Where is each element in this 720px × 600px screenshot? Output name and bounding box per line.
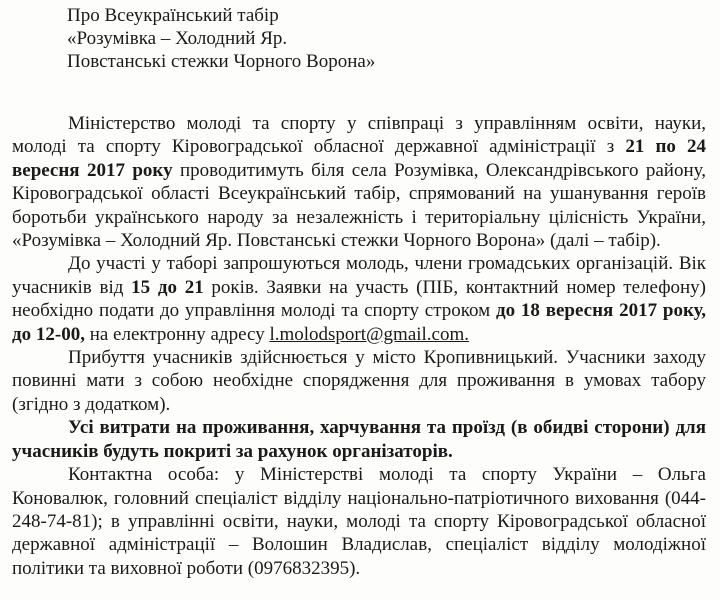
paragraph-participation <box>12 252 706 346</box>
title-line-2: «Розумівка – Холодний Яр. <box>67 28 288 49</box>
paragraph-text: Контактна особа: у Міністерстві молоді та спорту України – Ольга Коновалюк, головний спеціаліст відділу національно-патріотичного виховання (044-248-74-81); в управлінні освіти, науки, молоді та спорту Кіровоградської обласної державної адміністрації – Волошин Владислав, спеціаліст відділу молодіжної політики та виховної роботи (0976832395). <box>12 464 706 579</box>
paragraph-expenses <box>12 416 706 463</box>
paragraph-text: років. Заявки на участь (ПІБ, контактний номер телефону) необхідно подати до управління молоді та спорту строком <box>12 276 706 322</box>
paragraph-text: До участі у таборі запрошуються молодь, члени громадських організацій. Вік учасників від <box>12 253 706 298</box>
paragraph-text: проводитимуть біля села Розумівка, Олександрівського району, Кіровоградської області Всеукраїнський табір, спрямований на ушанування героїв боротьби українського народу за незалежність і територіальну цілісність України, «Розумівка – Холодний Яр. Повстанські стежки Чорного Ворона» (далі – табір). <box>12 159 706 252</box>
expenses-note: Усі витрати на проживання, харчування та проїзд (в обидві сторони) для учасників будуть покриті за рахунок організаторів. <box>12 417 706 462</box>
paragraph-announcement <box>12 112 706 252</box>
age-range: 15 до 21 <box>131 276 204 298</box>
title-line-1: Про Всеукраїнський табір <box>67 5 279 26</box>
paragraph-contact <box>12 463 706 580</box>
document-body <box>12 112 706 580</box>
email-link[interactable]: l.molodsport@gmail.com. <box>269 323 470 345</box>
paragraph-text: Прибуття учасників здійснюється у місто Кропивницький. Учасники заходу повинні мати з собою необхідне спорядження для проживання в умовах табору (згідно з додатком). <box>12 347 706 415</box>
title-line-3: Повстанські стежки Чорного Ворона» <box>67 51 376 72</box>
paragraph-text: Міністерство молоді та спорту у співпраці з управлінням освіти, науки, молоді та спорту Кіровоградської обласної державної адміністрації з <box>12 113 706 158</box>
application-deadline: до 18 вересня 2017 року, до 12-00, <box>12 300 706 345</box>
paragraph-text: на електронну адресу <box>84 323 270 345</box>
paragraph-arrival <box>12 346 706 416</box>
document-title <box>67 4 375 73</box>
event-dates: 21 по 24 вересня 2017 року <box>12 136 707 181</box>
